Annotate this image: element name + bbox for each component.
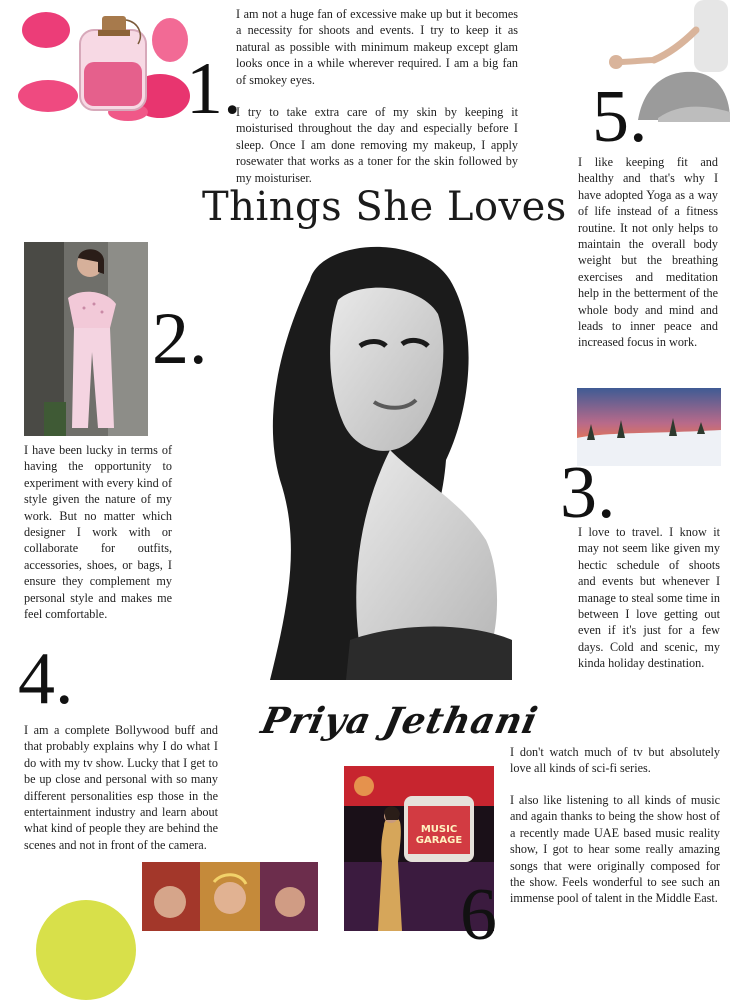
signature: Priya Jethani [257, 700, 542, 742]
section-number-3: 3. [560, 452, 616, 534]
section-4-paragraph: I am a complete Bollywood buff and that probably explains why I do what I do with my tv show. Lucky that I get to be up close and personal with so many different personalities esp those in the entertainment industry and learn about what kind of people they are behind the scenes and not in front of the camera. [24, 723, 218, 852]
bollywood-collage-photo [142, 862, 318, 931]
rosewater-photo [18, 0, 190, 122]
section-number-1: 1. [186, 48, 242, 130]
section-number-4: 4. [18, 638, 74, 720]
section-1-paragraph-1: I am not a huge fan of excessive make up but it becomes a necessity for shoots and events. I try to keep it as natural as possible with minimum makeup except glam looks once in a while wherever required. I am a big fan of smokey eyes. [236, 7, 518, 87]
music-sign-line2: GARAGE [415, 835, 463, 846]
section-1-paragraph-2: I try to take extra care of my skin by keeping it moisturised throughout the day and especially before I sleep. Once I am done removing my makeup, I apply rosewater that works as a toner for the skin followed by my moisturiser. [236, 105, 518, 185]
decorative-circle [36, 900, 136, 1000]
section-6-paragraph-1: I don't watch much of tv but absolutely love all kinds of sci-fi series. [510, 745, 720, 776]
page-title: Things She Loves [202, 184, 567, 230]
portrait-photo [250, 240, 520, 680]
section-2-paragraph: I have been lucky in terms of having the opportunity to experiment with every kind of style given the nature of my work. But no matter which designer I work with or collaborate for outfits, accessories, shoes, or bags, I ensure they complement my personal style and makes me feel comfortable. [24, 443, 172, 622]
section-number-2: 2. [152, 298, 208, 380]
section-3-paragraph: I love to travel. I know it may not seem like given my hectic schedule of shoots and events but whenever I manage to steal some time in between I love getting out even if it's just for a few days. Cold and scenic, my kinda holiday destination. [578, 525, 720, 671]
pink-outfit-photo [24, 242, 148, 436]
music-sign-line1: MUSIC [420, 824, 458, 835]
section-6-paragraph-2: I also like listening to all kinds of music and again thanks to being the show host of a recently made UAE based music reality show, I got to hear some really amazing songs that were originally composed for the show. Feels wonderful to see such an immense pool of talent in the Middle East. [510, 793, 720, 906]
section-5-paragraph: I like keeping fit and healthy and that's why I have adopted Yoga as a way of life instead of a fitness routine. It not only helps to maintain the overall body weight but the breathing exercises and meditation help in the betterment of the whole body and mind and leads to inner peace and increased focus in work. [578, 155, 718, 350]
section-number-5: 5. [592, 76, 648, 158]
music-sign-text [408, 824, 470, 846]
section-number-6: 6 [460, 874, 497, 956]
